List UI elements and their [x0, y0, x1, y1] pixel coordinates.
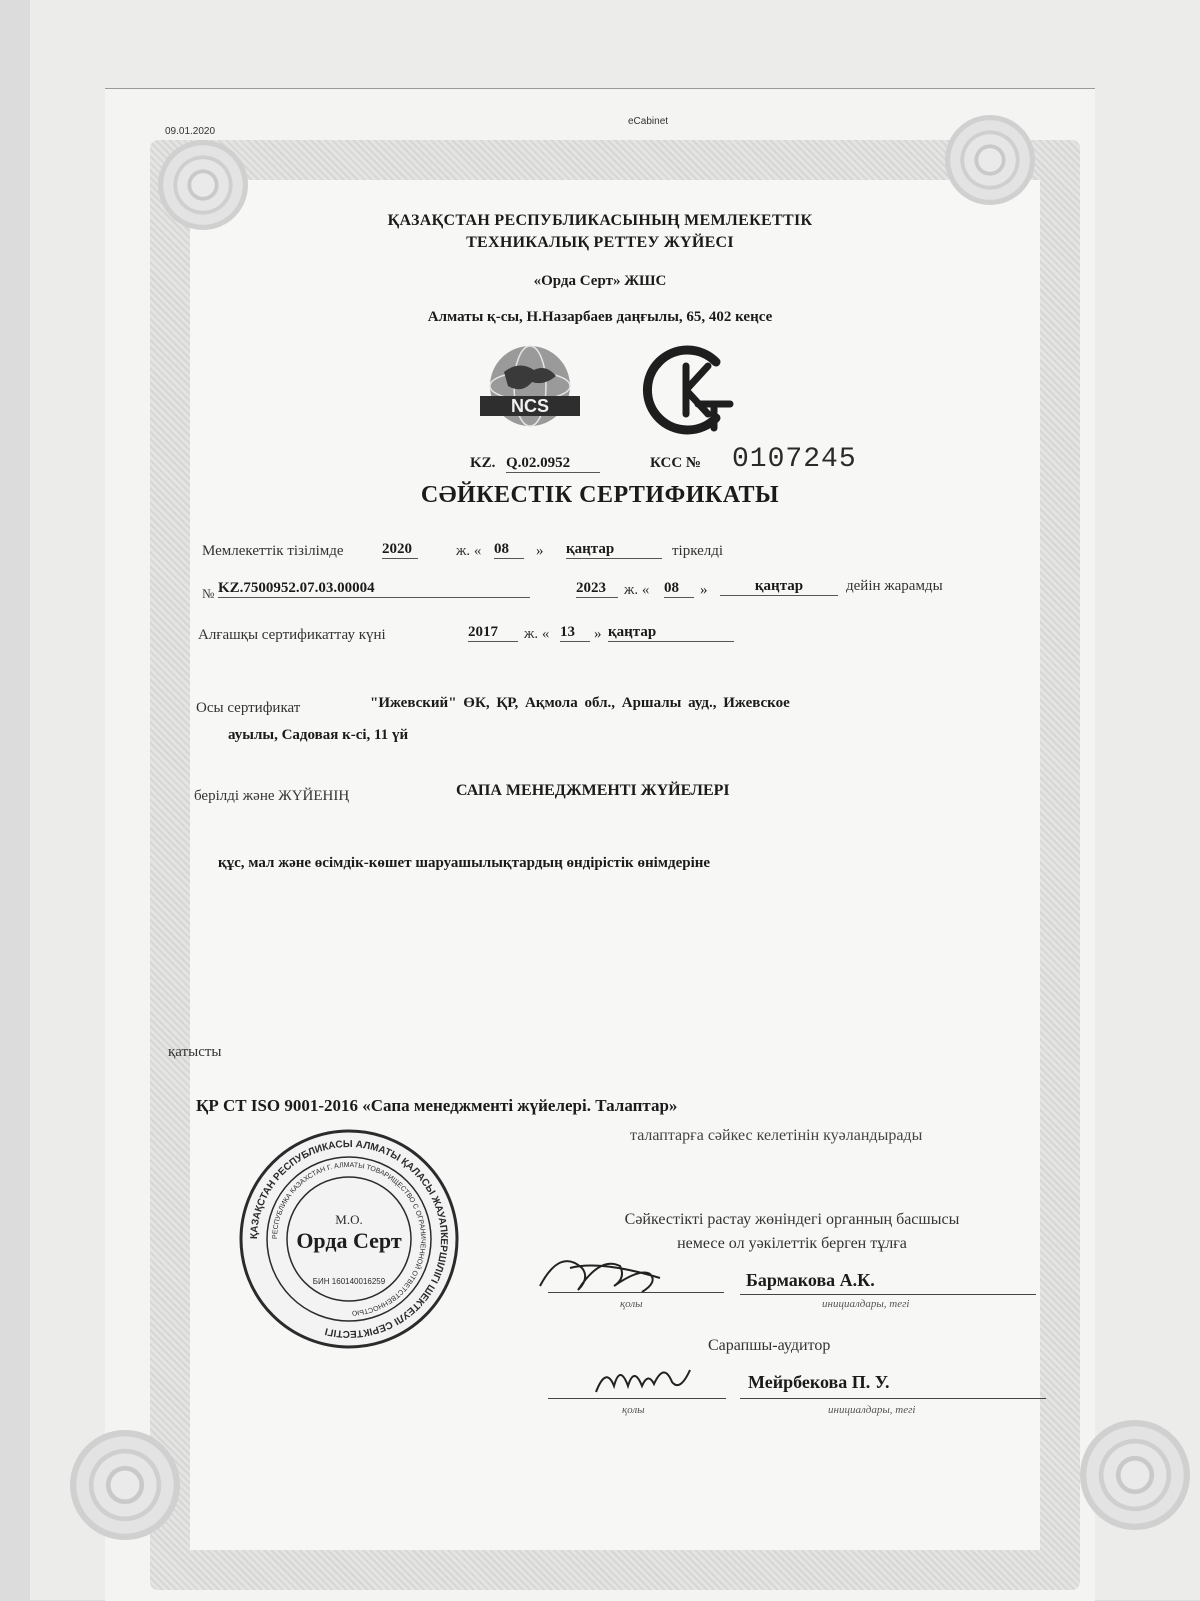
seal-inner-ring-text: РЕСПУБЛИКА КАЗАХСТАН Г. АЛМАТЫ ТОВАРИЩЕСТВО С ОГРАНИЧЕННОЙ ОТВЕТСТВЕННОСТЬЮ	[271, 1161, 427, 1317]
kss-number: 0107245	[732, 444, 857, 475]
certification-scope: құс, мал және өсімдік-көшет шаруашылықтардың өндірістік өнімдеріне	[218, 855, 711, 871]
auditor-signature-caption: қолы	[622, 1404, 645, 1416]
corner-rosette-top-right	[945, 115, 1035, 205]
registration-day: 08	[494, 541, 524, 559]
registration-suffix: тіркелді	[672, 543, 724, 559]
auditor-signature	[590, 1352, 710, 1402]
valid-year-suffix: ж. «	[624, 582, 650, 598]
valid-quote: »	[700, 582, 708, 598]
number-sign: №	[202, 586, 215, 601]
registration-month: қаңтар	[566, 541, 662, 559]
company-seal	[238, 1128, 460, 1350]
registration-label: Мемлекеттік тізілімде	[202, 543, 344, 559]
valid-month: қаңтар	[720, 578, 838, 596]
auditor-title: Сарапшы-аудитор	[708, 1337, 831, 1354]
auditor-name-line	[740, 1398, 1046, 1399]
kt-conformity-logo	[634, 342, 738, 438]
head-title-line-2: немесе ол уәкілеттік берген тұлға	[677, 1235, 907, 1252]
issuer-address: Алматы қ-сы, Н.Назарбаев даңғылы, 65, 402 кеңсе	[427, 309, 773, 325]
seal-mo-text: М.О.	[335, 1212, 363, 1227]
corner-rosette-top-left	[158, 140, 248, 230]
first-certification-year: 2017	[468, 624, 518, 642]
valid-suffix: дейін жарамды	[846, 578, 943, 594]
seal-outer-ring-text: ҚАЗАҚСТАН РЕСПУБЛИКАСЫ АЛМАТЫ ҚАЛАСЫ ЖАУАПКЕРШІЛІГІ ШЕКТЕУЛІ СЕРІКТЕСТІГІ	[248, 1138, 450, 1340]
ncs-globe-logo	[474, 342, 586, 438]
auditor-name: Мейрбекова П. У.	[748, 1372, 890, 1392]
corner-rosette-bottom-left	[70, 1430, 180, 1540]
registration-year: 2020	[382, 541, 418, 559]
head-title-line-1: Сәйкестікті растау жөніндегі органның басшысы	[624, 1211, 960, 1228]
head-name-line	[740, 1294, 1036, 1295]
corner-rosette-bottom-right	[1080, 1420, 1190, 1530]
first-certification-year-suffix: ж. «	[524, 626, 550, 642]
valid-year: 2023	[576, 580, 618, 598]
management-system: САПА МЕНЕДЖМЕНТІ ЖҮЙЕЛЕРІ	[456, 782, 730, 799]
standard-reference: ҚР СТ ISO 9001-2016 «Сапа менеджменті жүйелері. Талаптар»	[196, 1096, 678, 1115]
auditor-name-caption: инициалдары, тегі	[828, 1404, 916, 1416]
regarding-label: қатысты	[168, 1044, 222, 1060]
registration-quote: »	[536, 543, 544, 559]
certificate-heading: СӘЙКЕСТІК СЕРТИФИКАТЫ	[420, 482, 780, 508]
first-certification-label: Алғашқы сертификаттау күні	[198, 627, 386, 643]
kss-label: КСС №	[650, 455, 701, 471]
issued-label: берілді және ЖҮЙЕНІҢ	[194, 788, 350, 804]
holder-line-1: "Ижевский" ӨК, ҚР, Ақмола обл., Аршалы ауд., Ижевское	[370, 695, 790, 711]
first-certification-quote: »	[594, 626, 602, 642]
holder-label: Осы сертификат	[196, 700, 301, 716]
compliance-statement: талаптарға сәйкес келетінін куәландырады	[630, 1127, 923, 1144]
head-name-caption: инициалдары, тегі	[822, 1298, 910, 1310]
first-certification-month: қаңтар	[608, 624, 734, 642]
title-line-1: ҚАЗАҚСТАН РЕСПУБЛИКАСЫНЫҢ МЕМЛЕКЕТТІК	[387, 212, 813, 229]
certificate-number: KZ.7500952.07.03.00004	[218, 580, 530, 598]
head-signature-line	[548, 1292, 724, 1293]
valid-day: 08	[664, 580, 694, 598]
head-name: Бармакова А.К.	[746, 1270, 875, 1290]
auditor-signature-line	[548, 1398, 726, 1399]
first-certification-day: 13	[560, 624, 590, 642]
holder-line-2: ауылы, Садовая к-сі, 11 үй	[228, 727, 409, 743]
print-date: 09.01.2020	[165, 126, 216, 137]
head-signature-caption: қолы	[620, 1298, 643, 1310]
seal-company-name: Орда Серт	[296, 1228, 402, 1253]
title-line-2: ТЕХНИКАЛЫҚ РЕТТЕУ ЖҮЙЕСІ	[466, 234, 734, 251]
registration-year-suffix: ж. «	[456, 543, 482, 559]
issuer-name: «Орда Серт» ЖШС	[533, 273, 667, 289]
kz-accreditation-number: Q.02.0952	[506, 455, 600, 473]
seal-bin: БИН 160140016259	[312, 1277, 386, 1286]
kz-label: KZ.	[470, 455, 496, 471]
print-source: eCabinet	[628, 116, 669, 127]
ncs-logo-text: NCS	[510, 396, 550, 416]
